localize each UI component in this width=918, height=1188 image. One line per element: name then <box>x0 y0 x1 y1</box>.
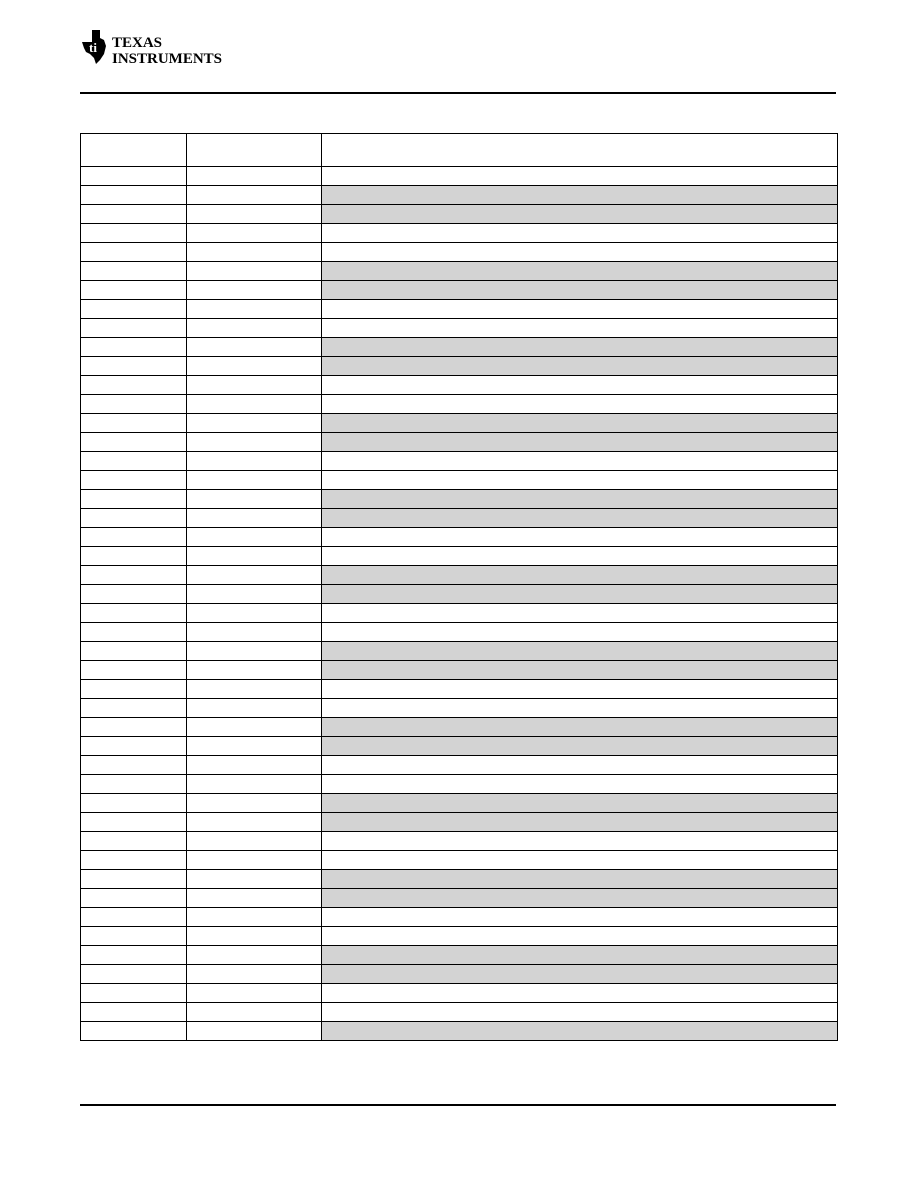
table-cell <box>81 167 187 186</box>
table-cell <box>81 794 187 813</box>
table-cell <box>187 718 322 737</box>
table-cell <box>81 851 187 870</box>
table-cell <box>322 471 838 490</box>
table-cell <box>81 604 187 623</box>
table-cell <box>81 376 187 395</box>
texas-instruments-logo <box>80 28 230 68</box>
table-cell <box>81 357 187 376</box>
table-row <box>81 832 838 851</box>
table-cell <box>81 832 187 851</box>
table-cell <box>187 490 322 509</box>
table-cell <box>322 680 838 699</box>
table-cell <box>322 1003 838 1022</box>
table-cell <box>322 946 838 965</box>
table-cell <box>187 642 322 661</box>
table-row <box>81 528 838 547</box>
table-row <box>81 452 838 471</box>
ti-logo-icon <box>80 28 230 68</box>
table-cell <box>81 813 187 832</box>
table-row <box>81 965 838 984</box>
table-cell <box>322 300 838 319</box>
table-cell <box>322 623 838 642</box>
table-cell <box>81 984 187 1003</box>
table-row <box>81 623 838 642</box>
table-cell <box>81 946 187 965</box>
table-cell <box>187 1003 322 1022</box>
table-row <box>81 186 838 205</box>
table-cell <box>81 262 187 281</box>
table-cell <box>187 775 322 794</box>
table-cell <box>81 756 187 775</box>
table-cell <box>187 186 322 205</box>
table-cell <box>322 661 838 680</box>
table-cell <box>322 718 838 737</box>
table-cell <box>187 414 322 433</box>
table-header-cell <box>81 134 187 167</box>
table-cell <box>81 243 187 262</box>
table-cell <box>322 490 838 509</box>
footer-rule <box>80 1104 836 1106</box>
table-cell <box>322 604 838 623</box>
logo-text-line2: INSTRUMENTS <box>112 51 223 67</box>
table-cell <box>81 414 187 433</box>
table-body <box>81 167 838 1041</box>
logo-text-line1: TEXAS <box>112 35 163 51</box>
table-row <box>81 585 838 604</box>
table-cell <box>322 509 838 528</box>
table-cell <box>322 737 838 756</box>
table-cell <box>322 794 838 813</box>
table-row <box>81 794 838 813</box>
table-cell <box>322 376 838 395</box>
table-cell <box>187 281 322 300</box>
table-cell <box>322 927 838 946</box>
table-cell <box>322 566 838 585</box>
table-cell <box>322 414 838 433</box>
table-row <box>81 870 838 889</box>
table-cell <box>81 547 187 566</box>
table-cell <box>322 585 838 604</box>
table-cell <box>322 851 838 870</box>
table-cell <box>322 965 838 984</box>
table-cell <box>187 756 322 775</box>
table-cell <box>322 908 838 927</box>
table-cell <box>187 585 322 604</box>
table-header-row <box>81 134 838 167</box>
table-cell <box>187 528 322 547</box>
table-cell <box>187 1022 322 1041</box>
table-cell <box>187 661 322 680</box>
table-cell <box>81 205 187 224</box>
table-cell <box>81 737 187 756</box>
table-row <box>81 357 838 376</box>
table-cell <box>187 224 322 243</box>
table-cell <box>81 927 187 946</box>
table-cell <box>81 319 187 338</box>
table-row <box>81 946 838 965</box>
table-row <box>81 718 838 737</box>
header-rule <box>80 92 836 94</box>
table-row <box>81 243 838 262</box>
table-cell <box>81 509 187 528</box>
table-cell <box>81 718 187 737</box>
table-cell <box>322 205 838 224</box>
table-row <box>81 851 838 870</box>
table-row <box>81 984 838 1003</box>
table-cell <box>81 908 187 927</box>
table-cell <box>81 1003 187 1022</box>
table-cell <box>322 984 838 1003</box>
table-row <box>81 319 838 338</box>
table-row <box>81 1022 838 1041</box>
data-table <box>80 133 838 1041</box>
table-cell <box>81 965 187 984</box>
table-cell <box>322 1022 838 1041</box>
table-row <box>81 889 838 908</box>
table-row <box>81 566 838 585</box>
table-row <box>81 281 838 300</box>
table-header-cell <box>187 134 322 167</box>
table-cell <box>322 813 838 832</box>
table-cell <box>187 357 322 376</box>
table-cell <box>187 338 322 357</box>
table-cell <box>322 433 838 452</box>
table-cell <box>322 395 838 414</box>
table-cell <box>81 585 187 604</box>
table-row <box>81 414 838 433</box>
table-cell <box>322 775 838 794</box>
table-cell <box>187 452 322 471</box>
table-cell <box>187 680 322 699</box>
table-cell <box>187 927 322 946</box>
table-row <box>81 376 838 395</box>
table-cell <box>81 1022 187 1041</box>
table-cell <box>187 566 322 585</box>
table-row <box>81 908 838 927</box>
table-cell <box>322 262 838 281</box>
table-cell <box>81 395 187 414</box>
table-cell <box>322 889 838 908</box>
table-cell <box>81 642 187 661</box>
table-cell <box>81 281 187 300</box>
table-cell <box>81 490 187 509</box>
table-row <box>81 395 838 414</box>
table-row <box>81 1003 838 1022</box>
table-row <box>81 813 838 832</box>
table-cell <box>187 813 322 832</box>
table-cell <box>187 604 322 623</box>
table-cell <box>81 566 187 585</box>
table-cell <box>322 832 838 851</box>
table-cell <box>187 623 322 642</box>
table-row <box>81 756 838 775</box>
table-cell <box>322 756 838 775</box>
table-cell <box>187 243 322 262</box>
table-cell <box>187 889 322 908</box>
table-cell <box>81 528 187 547</box>
table-row <box>81 737 838 756</box>
table-row <box>81 661 838 680</box>
table-cell <box>322 281 838 300</box>
table-row <box>81 224 838 243</box>
table-row <box>81 338 838 357</box>
table-row <box>81 205 838 224</box>
table-cell <box>187 965 322 984</box>
table-row <box>81 642 838 661</box>
table-cell <box>187 319 322 338</box>
table-row <box>81 262 838 281</box>
table-cell <box>322 642 838 661</box>
table-cell <box>322 699 838 718</box>
table-cell <box>81 870 187 889</box>
table-cell <box>322 319 838 338</box>
table-row <box>81 775 838 794</box>
table-cell <box>81 452 187 471</box>
table-cell <box>81 661 187 680</box>
table-cell <box>322 452 838 471</box>
table-cell <box>187 509 322 528</box>
table-cell <box>187 547 322 566</box>
table-row <box>81 490 838 509</box>
table-row <box>81 509 838 528</box>
table-row <box>81 433 838 452</box>
table-cell <box>187 794 322 813</box>
table-cell <box>187 167 322 186</box>
table-cell <box>81 775 187 794</box>
table-row <box>81 604 838 623</box>
table-cell <box>322 338 838 357</box>
table-cell <box>322 870 838 889</box>
table-cell <box>81 471 187 490</box>
table-cell <box>322 224 838 243</box>
table-cell <box>81 680 187 699</box>
table-cell <box>187 737 322 756</box>
table-cell <box>187 699 322 718</box>
table-cell <box>322 528 838 547</box>
table-row <box>81 300 838 319</box>
table-cell <box>187 984 322 1003</box>
table-cell <box>187 851 322 870</box>
table-cell <box>187 832 322 851</box>
table-row <box>81 927 838 946</box>
table-cell <box>322 186 838 205</box>
table-cell <box>322 547 838 566</box>
table-cell <box>187 395 322 414</box>
table-cell <box>81 623 187 642</box>
table-row <box>81 471 838 490</box>
table-cell <box>187 205 322 224</box>
table-cell <box>322 243 838 262</box>
table-cell <box>187 908 322 927</box>
table-row <box>81 167 838 186</box>
table-cell <box>322 167 838 186</box>
table-cell <box>187 433 322 452</box>
svg-text:ti: ti <box>89 40 97 55</box>
table-cell <box>81 889 187 908</box>
table-cell <box>81 300 187 319</box>
table-header-cell <box>322 134 838 167</box>
table-cell <box>187 471 322 490</box>
table-cell <box>187 870 322 889</box>
table-cell <box>81 224 187 243</box>
table-cell <box>322 357 838 376</box>
table-row <box>81 547 838 566</box>
table-cell <box>81 433 187 452</box>
table-cell <box>81 186 187 205</box>
table-cell <box>187 262 322 281</box>
table-row <box>81 699 838 718</box>
table-cell <box>187 946 322 965</box>
table-cell <box>81 699 187 718</box>
table-row <box>81 680 838 699</box>
table-cell <box>81 338 187 357</box>
table-cell <box>187 376 322 395</box>
table-cell <box>187 300 322 319</box>
